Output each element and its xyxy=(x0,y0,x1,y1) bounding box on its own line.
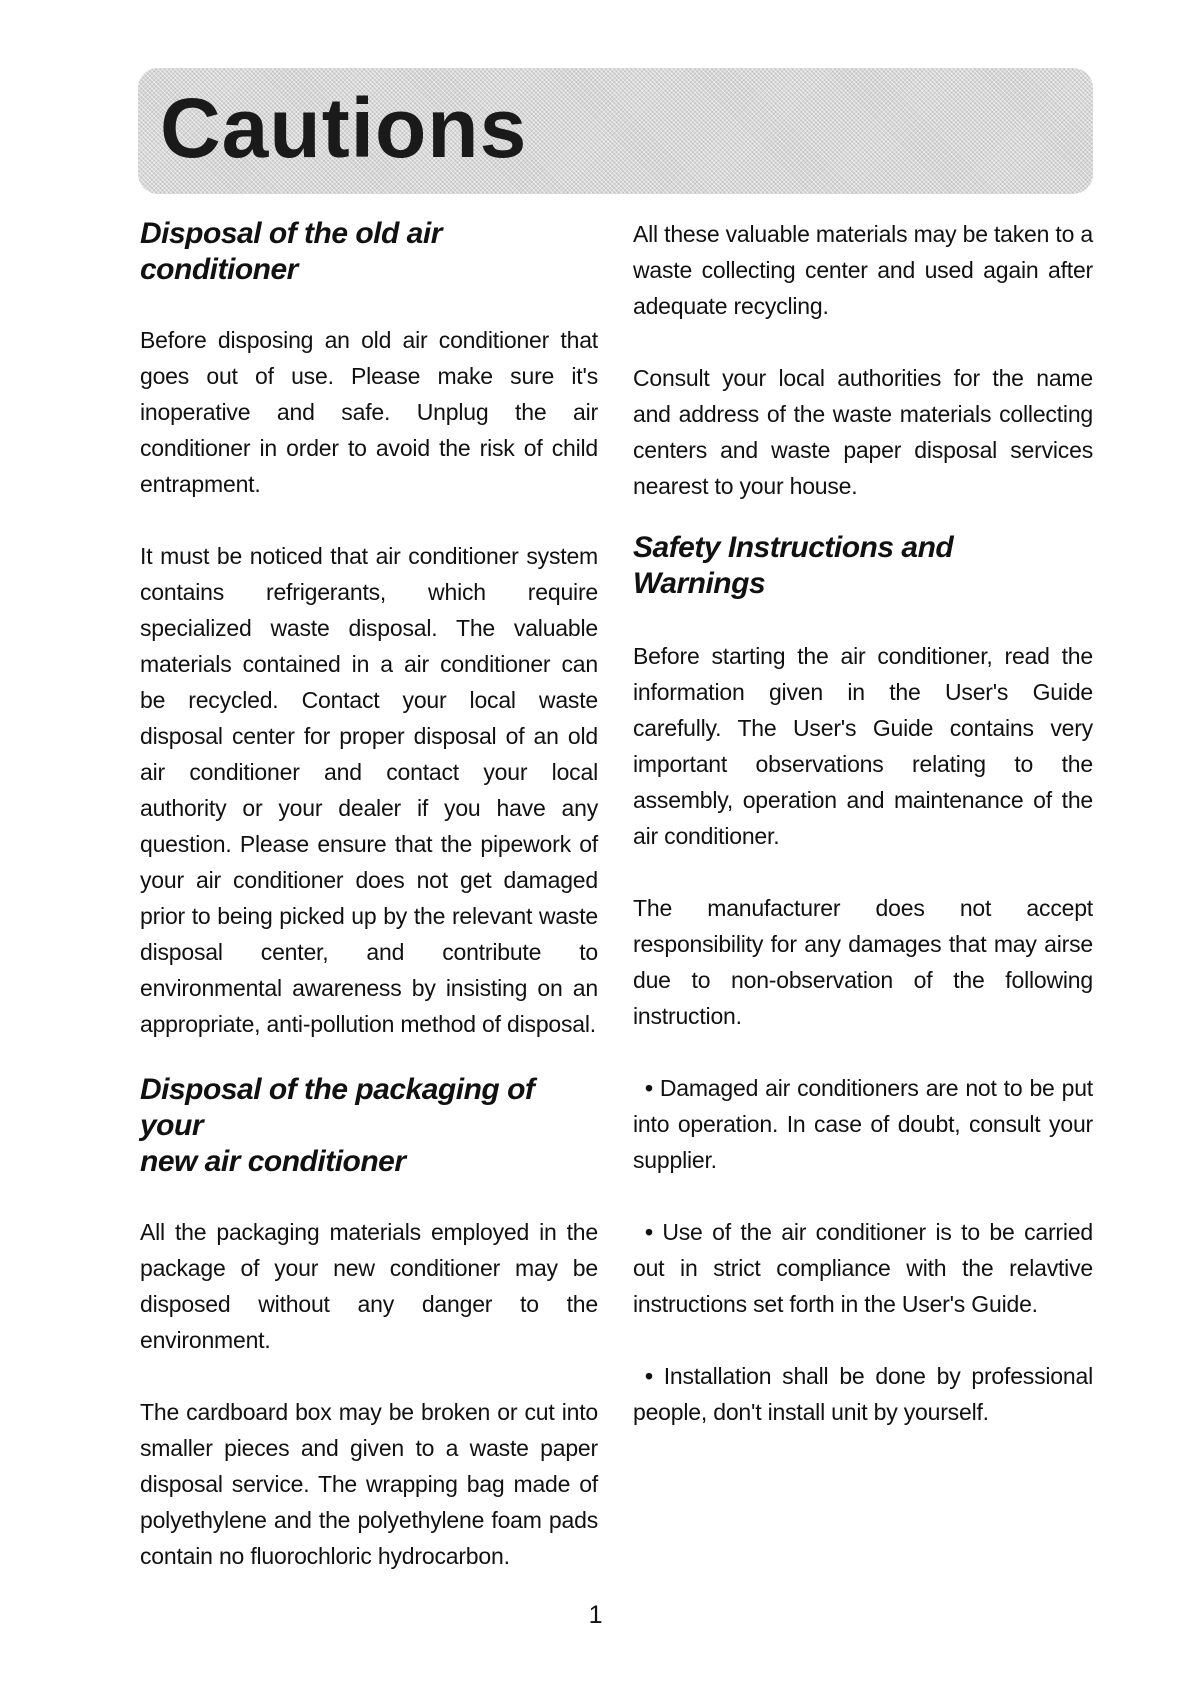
paragraph: All the packaging materials employed in the package of your new conditioner may be disposed without any danger to the environment. xyxy=(140,1219,598,1353)
heading-disposal-packaging xyxy=(140,1072,598,1180)
heading-safety-instructions: Safety Instructions and Warnings xyxy=(633,531,954,600)
paragraph: The manufacturer does not accept responsibility for any damages that may airse due to non-observation of the following instruction. xyxy=(633,895,1093,1029)
left-column xyxy=(140,216,598,1574)
paragraph: The cardboard box may be broken or cut into smaller pieces and given to a waste paper disposal service. The wrapping bag made of polyethylene and the polyethylene foam pads contain no fluorochloric hydrocarbon. xyxy=(140,1399,598,1569)
bullet-item: • Installation shall be done by professional people, don't install unit by yourself. xyxy=(633,1363,1093,1425)
heading-line: new air conditioner xyxy=(140,1145,406,1178)
page-title: Cautions xyxy=(160,81,528,175)
paragraph: All these valuable materials may be taken to a waste collecting center and used again after adequate recycling. xyxy=(633,221,1093,319)
page-number: 1 xyxy=(588,1601,603,1629)
bullet-icon: • xyxy=(645,1363,653,1389)
paragraph: Consult your local authorities for the name and address of the waste materials collecting centers and waste paper disposal services nearest to your house. xyxy=(633,365,1093,499)
paragraph: Before starting the air conditioner, read the information given in the User's Guide carefully. The User's Guide contains very important observations relating to the assembly, operation and maintenance of the air conditioner. xyxy=(633,643,1093,849)
heading-disposal-old: Disposal of the old air conditioner xyxy=(140,217,442,286)
paragraph: It must be noticed that air conditioner system contains refrigerants, which require specialized waste disposal. The valuable materials contained in a air conditioner can be recycled. Contact your local waste disposal center for proper disposal of an old air conditioner and contact your local authority or your dealer if you have any question. Please ensure that the pipework of your air conditioner does not get damaged prior to being picked up by the relevant waste disposal center, and contribute to environmental awareness by insisting on an appropriate, anti-pollution method of disposal. xyxy=(140,543,598,1037)
title-banner xyxy=(138,68,1093,194)
heading-line: Disposal of the packaging of your xyxy=(140,1073,535,1142)
bullet-icon: • xyxy=(645,1075,653,1101)
bullet-item: • Use of the air conditioner is to be carried out in strict compliance with the relavtive instructions set forth in the User's Guide. xyxy=(633,1219,1093,1317)
bullet-item: • Damaged air conditioners are not to be put into operation. In case of doubt, consult your supplier. xyxy=(633,1075,1093,1173)
bullet-icon: • xyxy=(645,1219,653,1245)
right-column xyxy=(633,216,1093,1430)
paragraph: Before disposing an old air conditioner that goes out of use. Please make sure it's inoperative and safe. Unplug the air conditioner in order to avoid the risk of child entrapment. xyxy=(140,327,598,497)
